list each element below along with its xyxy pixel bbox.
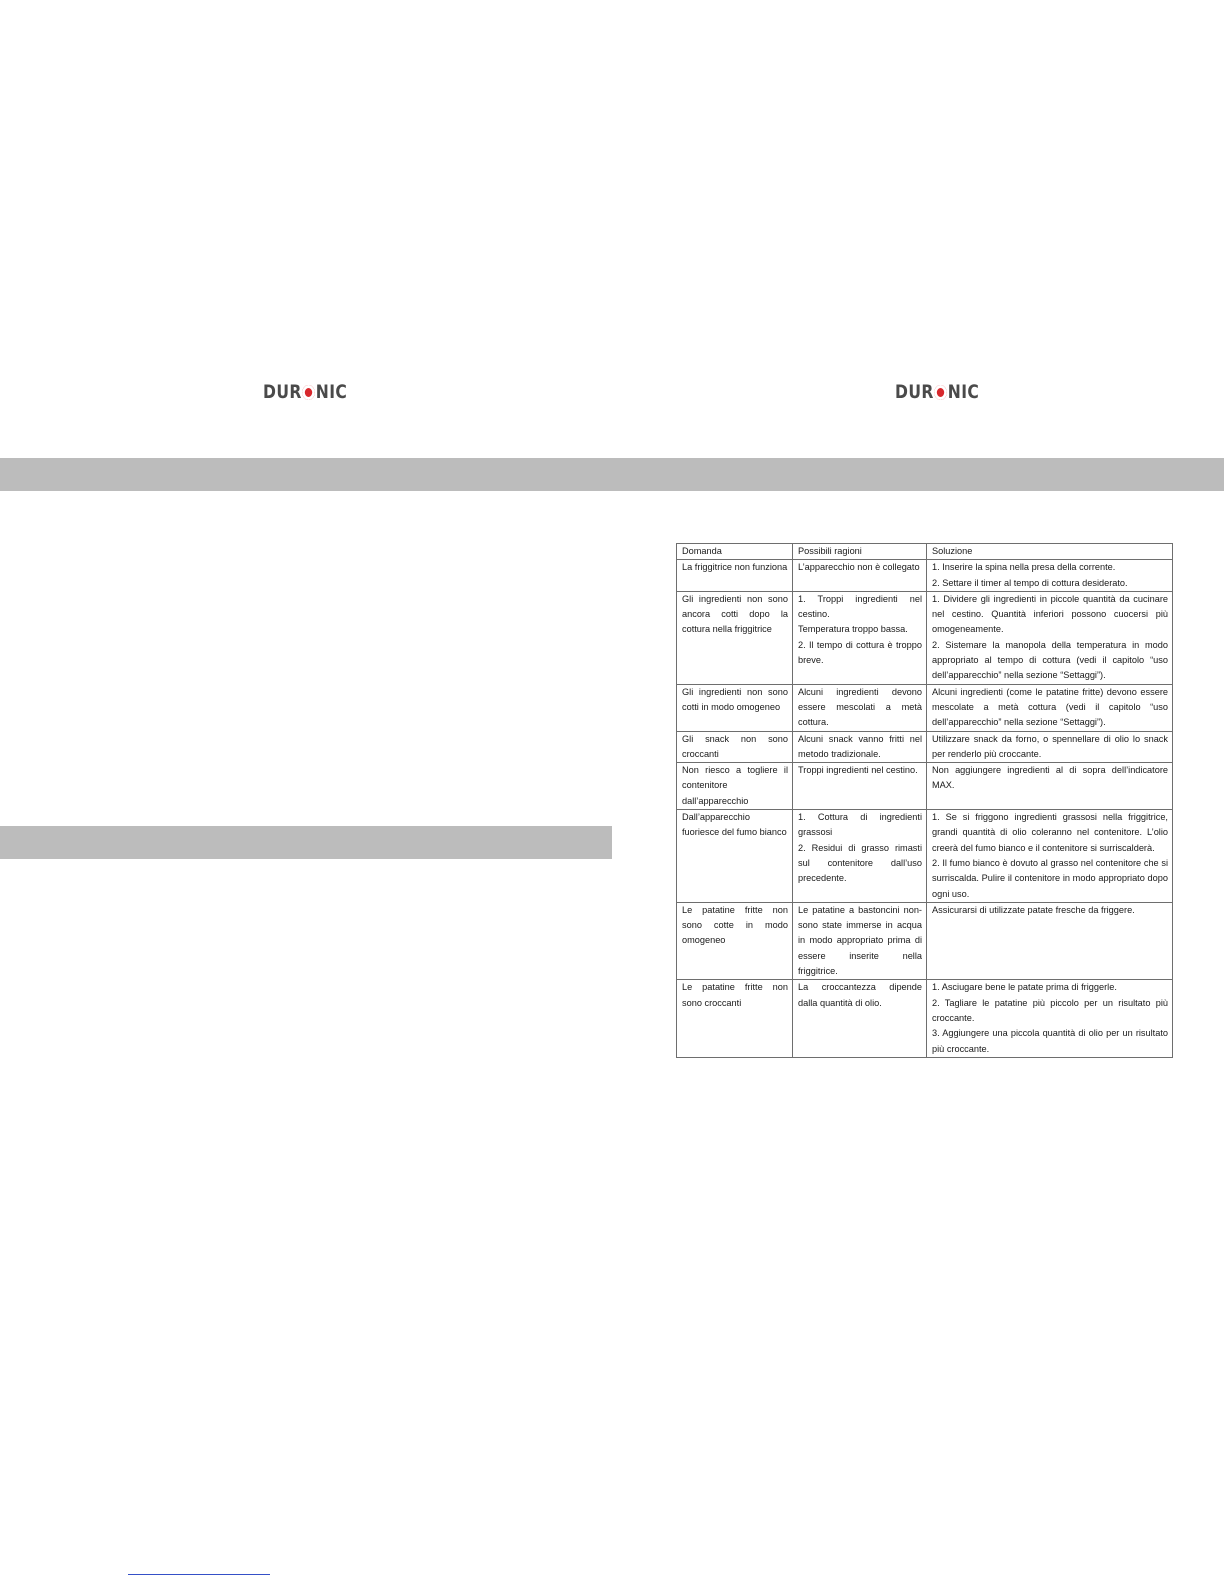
reason-cell <box>793 560 927 592</box>
reason-line: 2. Il tempo di cottura è troppo breve. <box>798 639 922 666</box>
reason-line: L’apparecchio non è collegato <box>798 562 920 573</box>
solution-cell <box>927 980 1173 1057</box>
reason-line: Troppi ingredienti nel cestino. <box>798 765 918 776</box>
reason-cell <box>793 684 927 731</box>
solution-line: Assicurarsi di utilizzate patate fresche da friggere. <box>932 904 1135 915</box>
power-icon <box>303 385 315 400</box>
solution-line: 1. Asciugare bene le patate prima di friggerle. <box>932 982 1117 993</box>
duronic-logo <box>895 380 979 404</box>
table-row <box>677 763 1173 810</box>
table-row <box>677 591 1173 684</box>
header-cell: Domanda <box>677 544 793 560</box>
question-cell: Gli ingredienti non sono cotti in modo omogeneo <box>677 684 793 731</box>
table-row <box>677 980 1173 1057</box>
reason-line: Le patatine a bastoncini non-sono state immerse in acqua in modo appropriato prima di essere inserite nella friggitrice. <box>798 904 922 977</box>
solution-line: Alcuni ingredienti (come le patatine fritte) devono essere mescolate a metà cottura (vedi il capitolo “uso dell’apparecchio” nella sezione “Settaggi”). <box>932 686 1168 728</box>
solution-cell <box>927 591 1173 684</box>
solution-cell <box>927 731 1173 763</box>
hyperlink-underline[interactable] <box>128 1574 270 1575</box>
solution-cell <box>927 763 1173 810</box>
reason-cell <box>793 731 927 763</box>
reason-line: Alcuni snack vanno fritti nel metodo tradizionale. <box>798 733 922 759</box>
table-header-row <box>677 544 1173 560</box>
reason-line: 1. Cottura di ingredienti grassosi <box>798 812 922 838</box>
solution-line: 1. Dividere gli ingredienti in piccole quantità da cucinare nel cestino. Quantità inferiori possono cuocersi più omogeneamente. <box>932 593 1168 635</box>
section-header-bar <box>0 458 1224 491</box>
solution-cell <box>927 684 1173 731</box>
duronic-logo <box>263 380 347 404</box>
question-cell: Gli ingredienti non sono ancora cotti dopo la cottura nella friggitrice <box>677 591 793 684</box>
table-row <box>677 684 1173 731</box>
question-cell: Dall’apparecchio fuoriesce del fumo bianco <box>677 810 793 903</box>
question-cell: Non riesco a togliere il contenitore dall’apparecchio <box>677 763 793 810</box>
logo-text-start: DUR <box>263 381 302 403</box>
table-row <box>677 902 1173 979</box>
question-cell: Gli snack non sono croccanti <box>677 731 793 763</box>
reason-cell <box>793 591 927 684</box>
logo-text-start: DUR <box>895 381 934 403</box>
question-cell: La friggitrice non funziona <box>677 560 793 592</box>
solution-line: 2. Settare il timer al tempo di cottura desiderato. <box>932 577 1128 588</box>
reason-line: Temperatura troppo bassa. <box>798 624 908 635</box>
reason-line: La croccantezza dipende dalla quantità di olio. <box>798 982 922 1008</box>
reason-line: 1. Troppi ingredienti nel cestino. <box>798 593 922 620</box>
question-cell: Le patatine fritte non sono cotte in modo omogeneo <box>677 902 793 979</box>
solution-line: 3. Aggiungere una piccola quantità di olio per un risultato più croccante. <box>932 1028 1168 1054</box>
solution-cell <box>927 560 1173 592</box>
question-cell: Le patatine fritte non sono croccanti <box>677 980 793 1057</box>
solution-cell <box>927 810 1173 903</box>
table-row <box>677 731 1173 763</box>
reason-cell <box>793 980 927 1057</box>
solution-line: 1. Inserire la spina nella presa della corrente. <box>932 562 1116 573</box>
reason-line: 2. Residui di grasso rimasti sul contenitore dall’uso precedente. <box>798 842 922 884</box>
header-cell: Possibili ragioni <box>793 544 927 560</box>
solution-line: Utilizzare snack da forno, o spennellare di olio lo snack per renderlo più croccante. <box>932 733 1168 759</box>
solution-line: 2. Il fumo bianco è dovuto al grasso nel contenitore che si surriscalda. Pulire il contenitore in modo appropriato dopo ogni uso. <box>932 857 1168 899</box>
logo-text-end: NIC <box>947 381 980 403</box>
reason-line: Alcuni ingredienti devono essere mescolati a metà cottura. <box>798 686 922 728</box>
solution-line: Non aggiungere ingredienti al di sopra dell’indicatore MAX. <box>932 765 1168 791</box>
solution-line: 1. Se si friggono ingredienti grassosi nella friggitrice, grandi quantità di olio coleranno nel contenitore. L’olio creerà del fumo bianco e il contenitore si surriscalderà. <box>932 812 1168 853</box>
power-icon <box>935 385 947 400</box>
solution-cell <box>927 902 1173 979</box>
reason-cell <box>793 763 927 810</box>
table-row <box>677 810 1173 903</box>
section-header-bar <box>0 826 612 859</box>
header-cell: Soluzione <box>927 544 1173 560</box>
solution-line: 2. Sistemare la manopola della temperatura in modo appropriato al tempo di cottura (vedi il capitolo “uso dell’apparecchio” nella sezione “Settaggi”). <box>932 639 1168 681</box>
troubleshooting-table <box>676 543 1173 1058</box>
table-row <box>677 560 1173 592</box>
reason-cell <box>793 902 927 979</box>
logo-text-end: NIC <box>315 381 348 403</box>
reason-cell <box>793 810 927 903</box>
solution-line: 2. Tagliare le patatine più piccolo per un risultato più croccante. <box>932 997 1168 1023</box>
